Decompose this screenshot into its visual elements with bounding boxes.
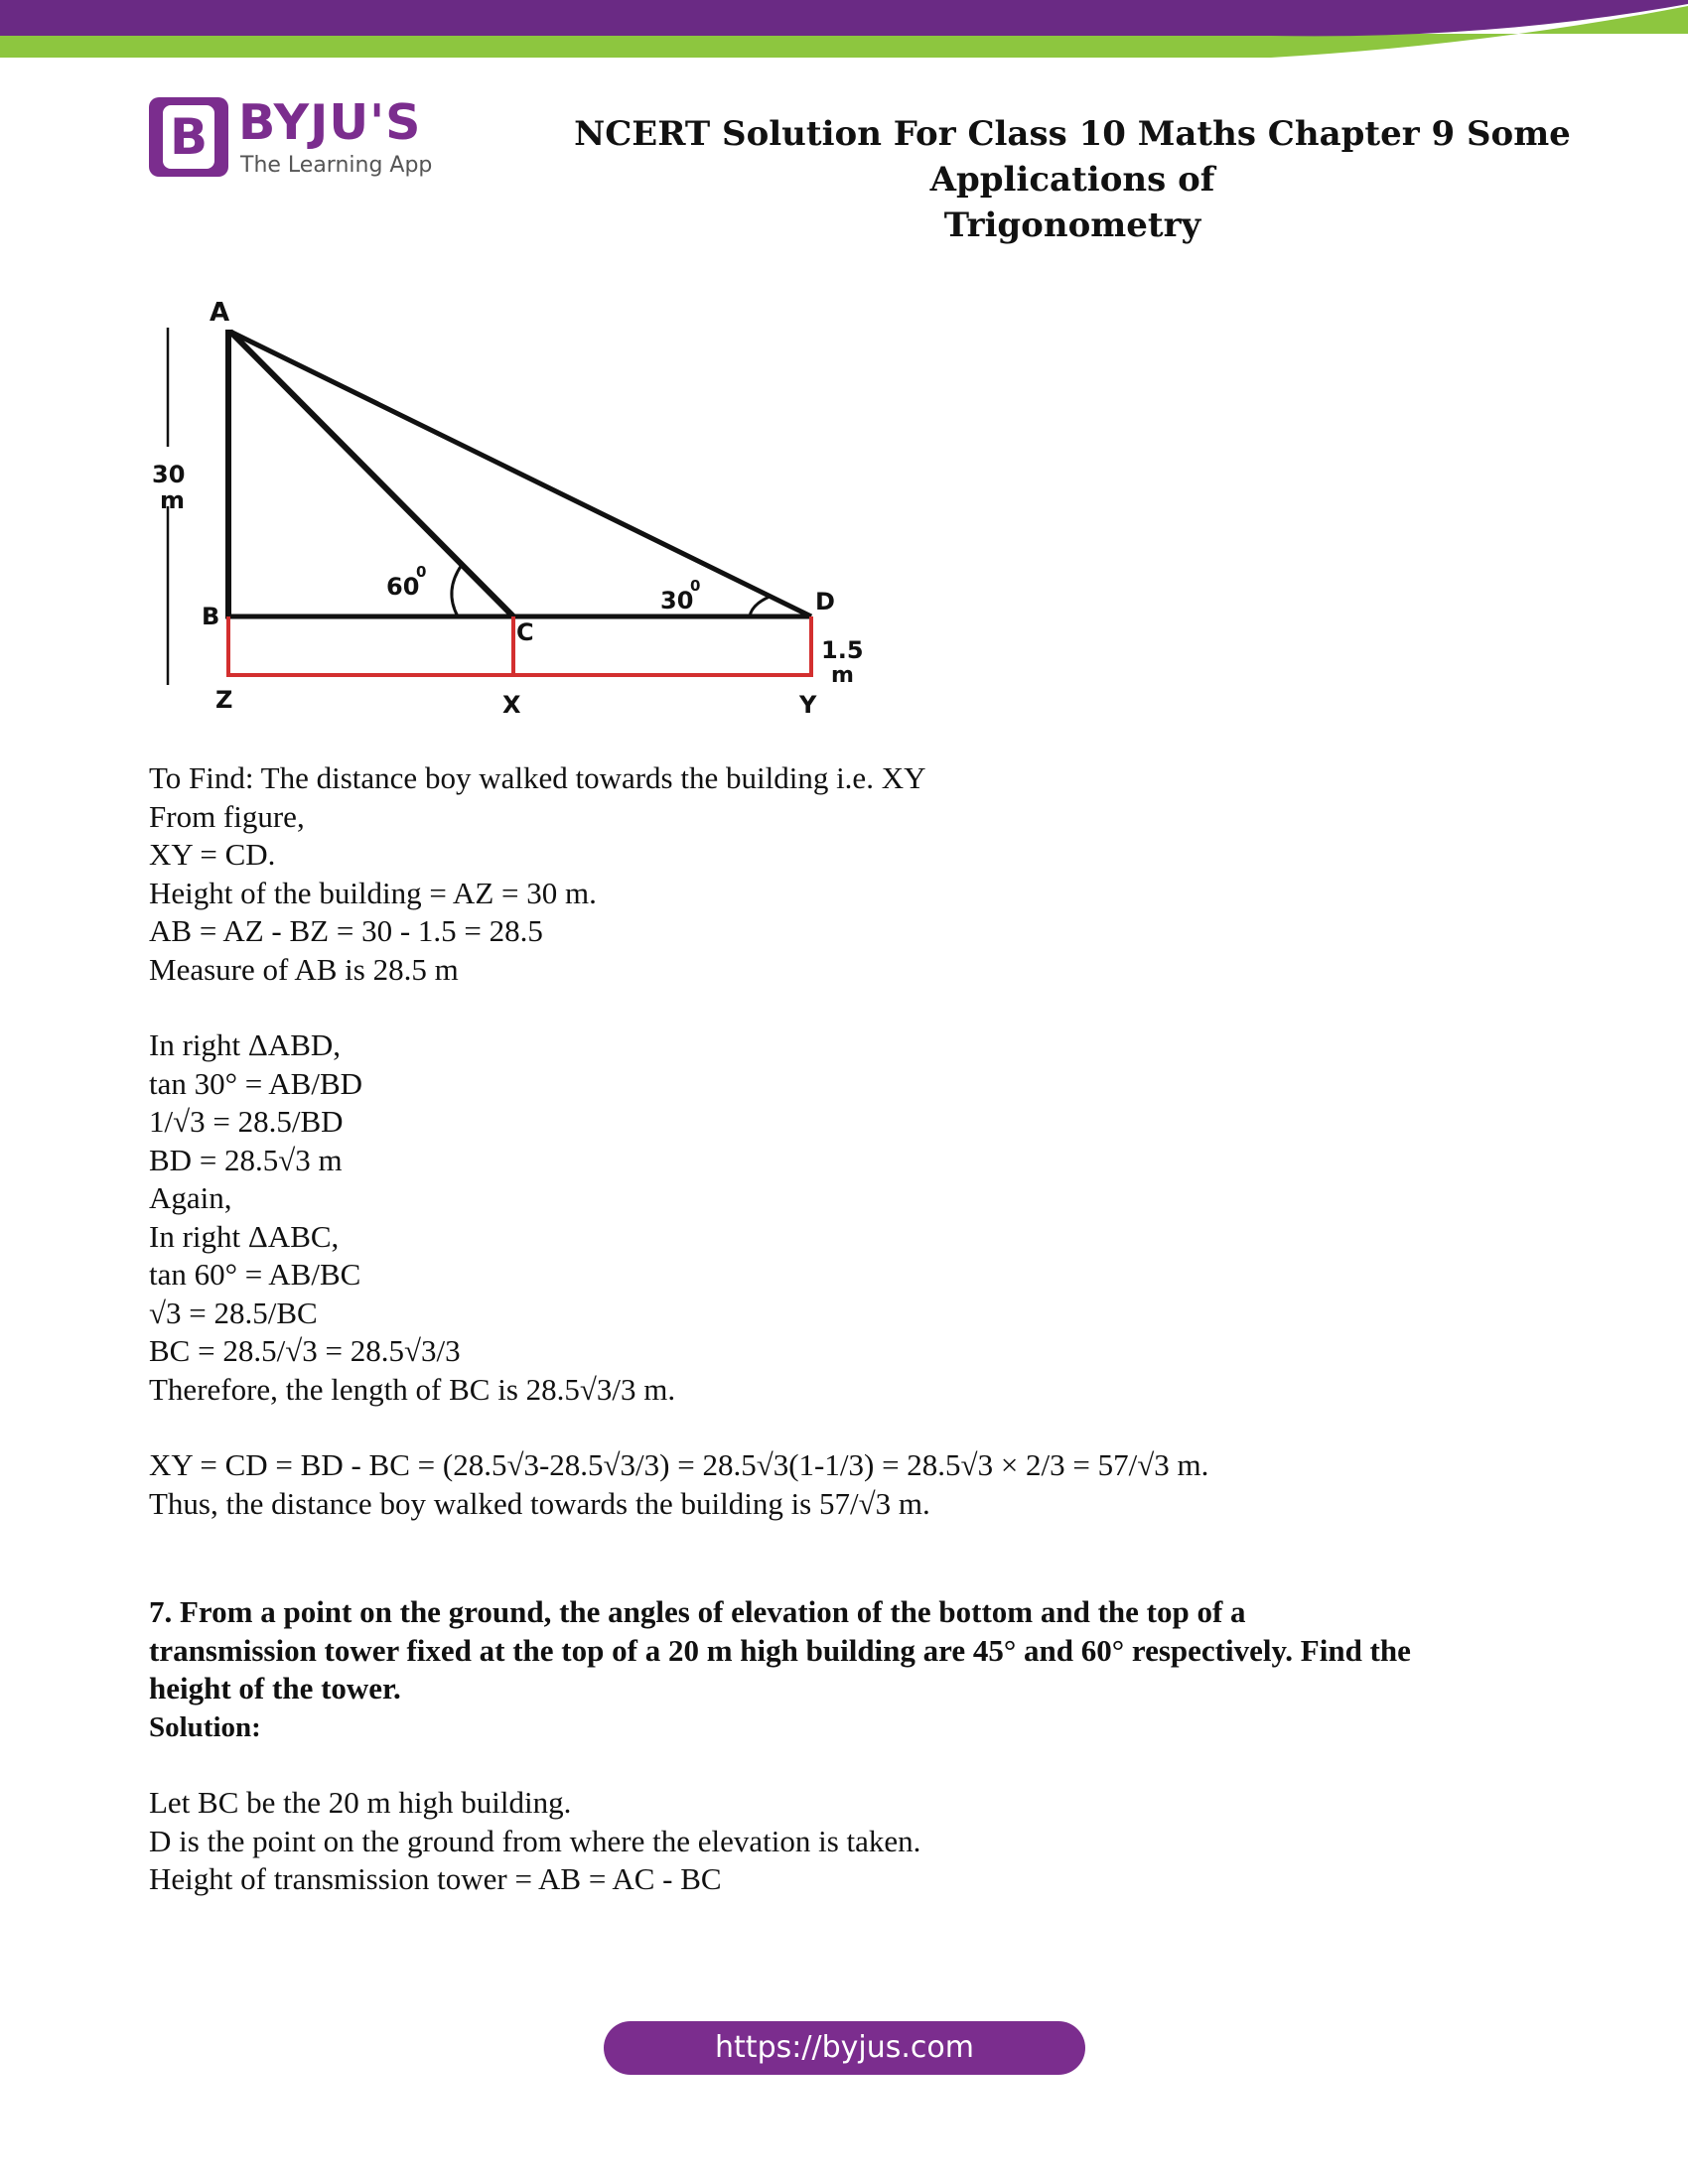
text-line: To Find: The distance boy walked towards the building i.e. XY	[149, 760, 926, 795]
text-line: From figure,	[149, 798, 305, 834]
point-label-C: C	[516, 618, 534, 646]
solution-label: Solution:	[149, 1710, 261, 1743]
text-line: BC = 28.5/√3 = 28.5√3/3	[149, 1333, 461, 1368]
line-AD	[230, 332, 811, 616]
text-line: AB = AZ - BZ = 30 - 1.5 = 28.5	[149, 913, 543, 948]
logo-brand-name: BYJU'S	[238, 94, 422, 151]
text-line: Let BC be the 20 m high building.	[149, 1785, 572, 1820]
text-line: tan 30° = AB/BD	[149, 1065, 363, 1101]
purple-stripe	[0, 0, 1688, 36]
spacer	[149, 1746, 1559, 1784]
page-title	[467, 111, 1678, 248]
angle-label-30-degree: 0	[690, 577, 701, 595]
solution-part-1	[149, 759, 1559, 989]
solution-part-4	[149, 1784, 1559, 1899]
angle-label-60: 60	[386, 573, 420, 601]
text-line: √3 = 28.5/BC	[149, 1295, 318, 1330]
text-line: XY = CD = BD - BC = (28.5√3-28.5√3/3) = 28.5√3(1-1/3) = 28.5√3 × 2/3 = 57/√3 m.	[149, 1447, 1209, 1482]
point-label-A: A	[210, 298, 230, 328]
point-label-Y: Y	[799, 691, 817, 719]
text-line: Measure of AB is 28.5 m	[149, 951, 459, 987]
text-line: Again,	[149, 1180, 232, 1215]
question-line: height of the tower.	[149, 1671, 401, 1706]
solution-part-3	[149, 1446, 1559, 1523]
logo-mark	[149, 97, 228, 177]
angle-arc-30	[750, 597, 770, 616]
text-line: tan 60° = AB/BC	[149, 1257, 361, 1292]
page-title-line-2: Trigonometry	[943, 205, 1201, 245]
text-line: In right ΔABD,	[149, 1027, 342, 1062]
eye-height-unit-label: m	[831, 663, 854, 688]
point-label-D: D	[815, 588, 835, 615]
header-decorative-bar	[0, 0, 1688, 60]
point-label-X: X	[502, 691, 521, 719]
height-unit-label: m	[160, 486, 186, 514]
text-line: XY = CD.	[149, 837, 276, 872]
text-line: Therefore, the length of BC is 28.5√3/3 m.	[149, 1371, 676, 1407]
solution-part-2	[149, 1026, 1559, 1409]
spacer	[149, 989, 1559, 1026]
text-line: Height of the building = AZ = 30 m.	[149, 875, 597, 910]
eye-height-value-label: 1.5	[821, 636, 864, 664]
text-line: Thus, the distance boy walked towards the building is 57/√3 m.	[149, 1485, 930, 1521]
text-line: 1/√3 = 28.5/BD	[149, 1104, 344, 1139]
byjus-logo	[149, 94, 437, 183]
spacer	[149, 1523, 1559, 1593]
solution-content	[149, 759, 1559, 1899]
footer-url-link[interactable]: https://byjus.com	[604, 2021, 1085, 2075]
point-label-Z: Z	[215, 686, 233, 714]
logo-tagline: The Learning App	[240, 153, 433, 178]
point-label-B: B	[202, 603, 220, 630]
height-value-label: 30	[152, 461, 186, 488]
question-line: transmission tower fixed at the top of a 20 m high building are 45° and 60° respectively. Find the	[149, 1632, 1411, 1668]
text-line: In right ΔABC,	[149, 1218, 340, 1254]
angle-label-60-degree: 0	[416, 563, 427, 581]
logo-letter: B	[163, 105, 214, 169]
question-line: 7. From a point on the ground, the angles of elevation of the bottom and the top of a	[149, 1594, 1246, 1629]
line-AC	[230, 332, 513, 616]
question-7	[149, 1593, 1559, 1708]
angle-arc-60	[452, 565, 462, 616]
text-line: D is the point on the ground from where the elevation is taken.	[149, 1823, 921, 1858]
angle-label-30: 30	[660, 587, 694, 614]
text-line: BD = 28.5√3 m	[149, 1142, 343, 1177]
page-title-line-1: NCERT Solution For Class 10 Maths Chapter 9 Some Applications of	[574, 114, 1571, 200]
spacer	[149, 1409, 1559, 1446]
trigonometry-figure	[144, 293, 884, 725]
text-line: Height of transmission tower = AB = AC - BC	[149, 1861, 722, 1896]
